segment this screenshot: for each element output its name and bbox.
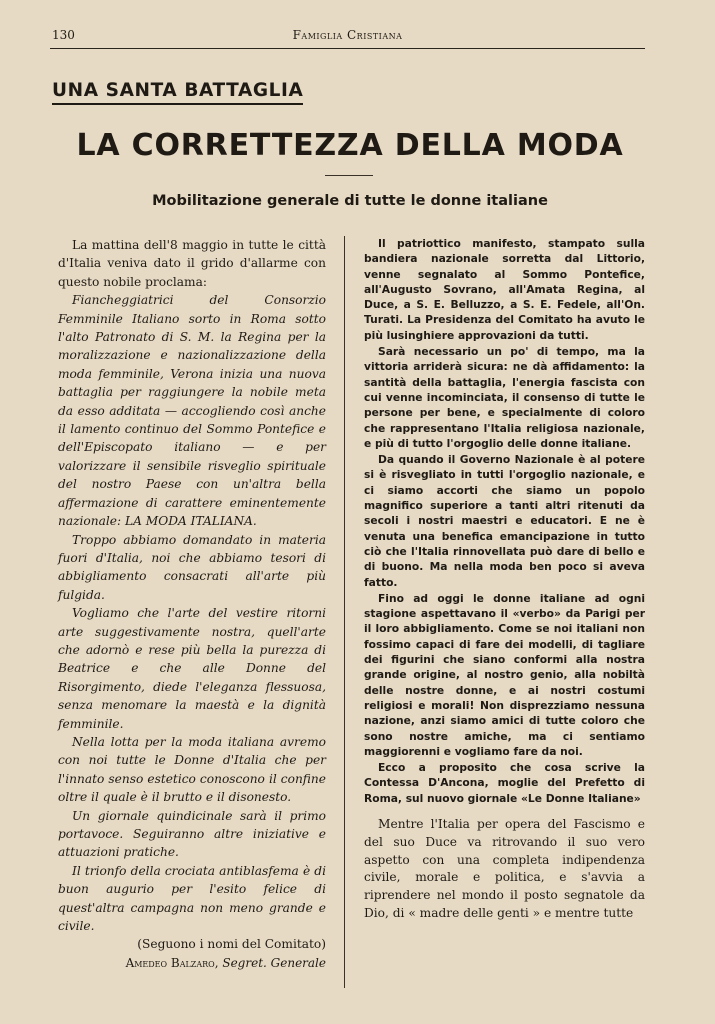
page-header (50, 26, 645, 49)
proclamation-paragraph: Fiancheggiatrici del Consorzio Femminile Italiano sorto in Roma sotto l'alto Patronato di S. M. la Regina per la moralizzazione e nazionalizzazione della moda femminile, Verona inizia una nuova battaglia per raggiungere la nobile meta da esso additata — accogliendo così anche il lamento continuo del Sommo Pontefice e dell'Episcopato italiano — e per valorizzare il sensibile risveglio spirituale del nostro Paese con un'altra bella affermazione di carattere eminentemente nazionale: LA MODA ITALIANA. (58, 293, 326, 529)
signature-role: Segret. Generale (222, 955, 326, 970)
page-number: 130 (52, 28, 75, 42)
proclamation-paragraph: Vogliamo che l'arte del vestire ritorni arte suggestivamente nostra, quell'arte che adornò e rese più bella la purezza di Beatrice e che alle Donne del Risorgimento, diede l'eleganza flessuosa, senza menomare la maestà e la dignità femminile. (58, 606, 326, 731)
committee-note: (Seguono i nomi del Comitato) (137, 937, 326, 952)
article-subheadline: Mobilitazione generale di tutte le donne italiane (152, 193, 548, 209)
right-column (364, 236, 645, 924)
column-divider (344, 236, 345, 988)
body-paragraph: Da quando il Governo Nazionale è al potere si è risvegliato in tutti l'orgoglio nazionale, e ci siamo accorti che siamo un popolo magnifico superiore a tanti altri ritenuti da secoli i nostri maestri e educatori. E ne è venuta una benefica emancipazione in tutto ciò che l'Italia rinnovellata può dare di bello e di buono. Ma nella moda ben poco si aveva fatto. (364, 453, 645, 589)
body-paragraph: Il patriottico manifesto, stampato sulla bandiera nazionale sorretta dal Littorio, venne segnalato al Sommo Pontefice, all'Augusto Sovrano, all'Amata Regina, al Duce, a S. E. Belluzzo, a S. E. Fedele, all'On. Turati. La Presidenza del Comitato ha avuto le più lusinghiere approvazioni da tutti. (364, 237, 645, 342)
left-column (58, 236, 326, 972)
intro-paragraph: La mattina dell'8 maggio in tutte le città d'Italia veniva dato il grido d'allarme con questo nobile proclama: (58, 238, 326, 289)
proclamation-paragraph: Un giornale quindicinale sarà il primo portavoce. Seguiranno altre iniziative e attuazioni pratiche. (58, 808, 326, 860)
article-headline: LA CORRETTEZZA DELLA MODA (76, 128, 624, 163)
title-rule (325, 175, 373, 176)
body-paragraph: Fino ad oggi le donne italiane ad ogni stagione aspettavano il «verbo» da Parigi per il loro abbigliamento. Come se noi italiani non fossimo capaci di fare dei modelli, di tagliare dei figurini che siano conformi alla nostra grande origine, al nostro genio, alla nobiltà delle nostre donne, e ai nostri costumi religiosi e morali! Non disprezziamo nessuna nazione, anzi siamo amici di tutte coloro che sono nostre amiche, ma ci sentiamo maggiorenni e vogliamo fare da noi. (364, 591, 645, 758)
proclamation-paragraph: Troppo abbiamo domandato in materia fuori d'Italia, noi che abbiamo tesori di abbigliamento consacrati all'arte più fulgida. (58, 532, 326, 602)
signature-name: Amedeo Balzaro, (125, 955, 219, 970)
article-kicker: UNA SANTA BATTAGLIA (52, 80, 303, 105)
publication-title: Famiglia Cristiana (292, 28, 403, 42)
proclamation-paragraph: Nella lotta per la moda italiana avremo con noi tutte le Donne d'Italia che per l'innato senso estetico conoscono il confine oltre il quale è il brutto e il disonesto. (58, 734, 326, 805)
body-paragraph: Ecco a proposito che cosa scrive la Contessa D'Ancona, moglie del Prefetto di Roma, sul nuovo giornale «Le Donne Italiane» (364, 761, 645, 805)
body-paragraph: Sarà necessario un po' di tempo, ma la vittoria arriderà sicura: ne dà affidamento: la santità della battaglia, l'energia fascista con cui venne incominciata, il consenso di tutte le persone per bene, e specialmente di coloro che rappresentano l'Italia religiosa nazionale, e più di tutto l'orgoglio delle donne italiane. (364, 345, 645, 450)
proclamation-paragraph: Il trionfo della crociata antiblasfema è di buon augurio per l'esito felice di quest'altra campagna non meno grande e civile. (58, 863, 326, 934)
signature (58, 954, 326, 972)
quoted-paragraph: Mentre l'Italia per opera del Fascismo e del suo Duce va ritrovando il suo vero aspetto con una completa indipendenza civile, morale e politica, e s'avvia a riprendere nel mondo il posto segnatole da Dio, di « madre delle genti » e mentre tutte (364, 816, 645, 920)
